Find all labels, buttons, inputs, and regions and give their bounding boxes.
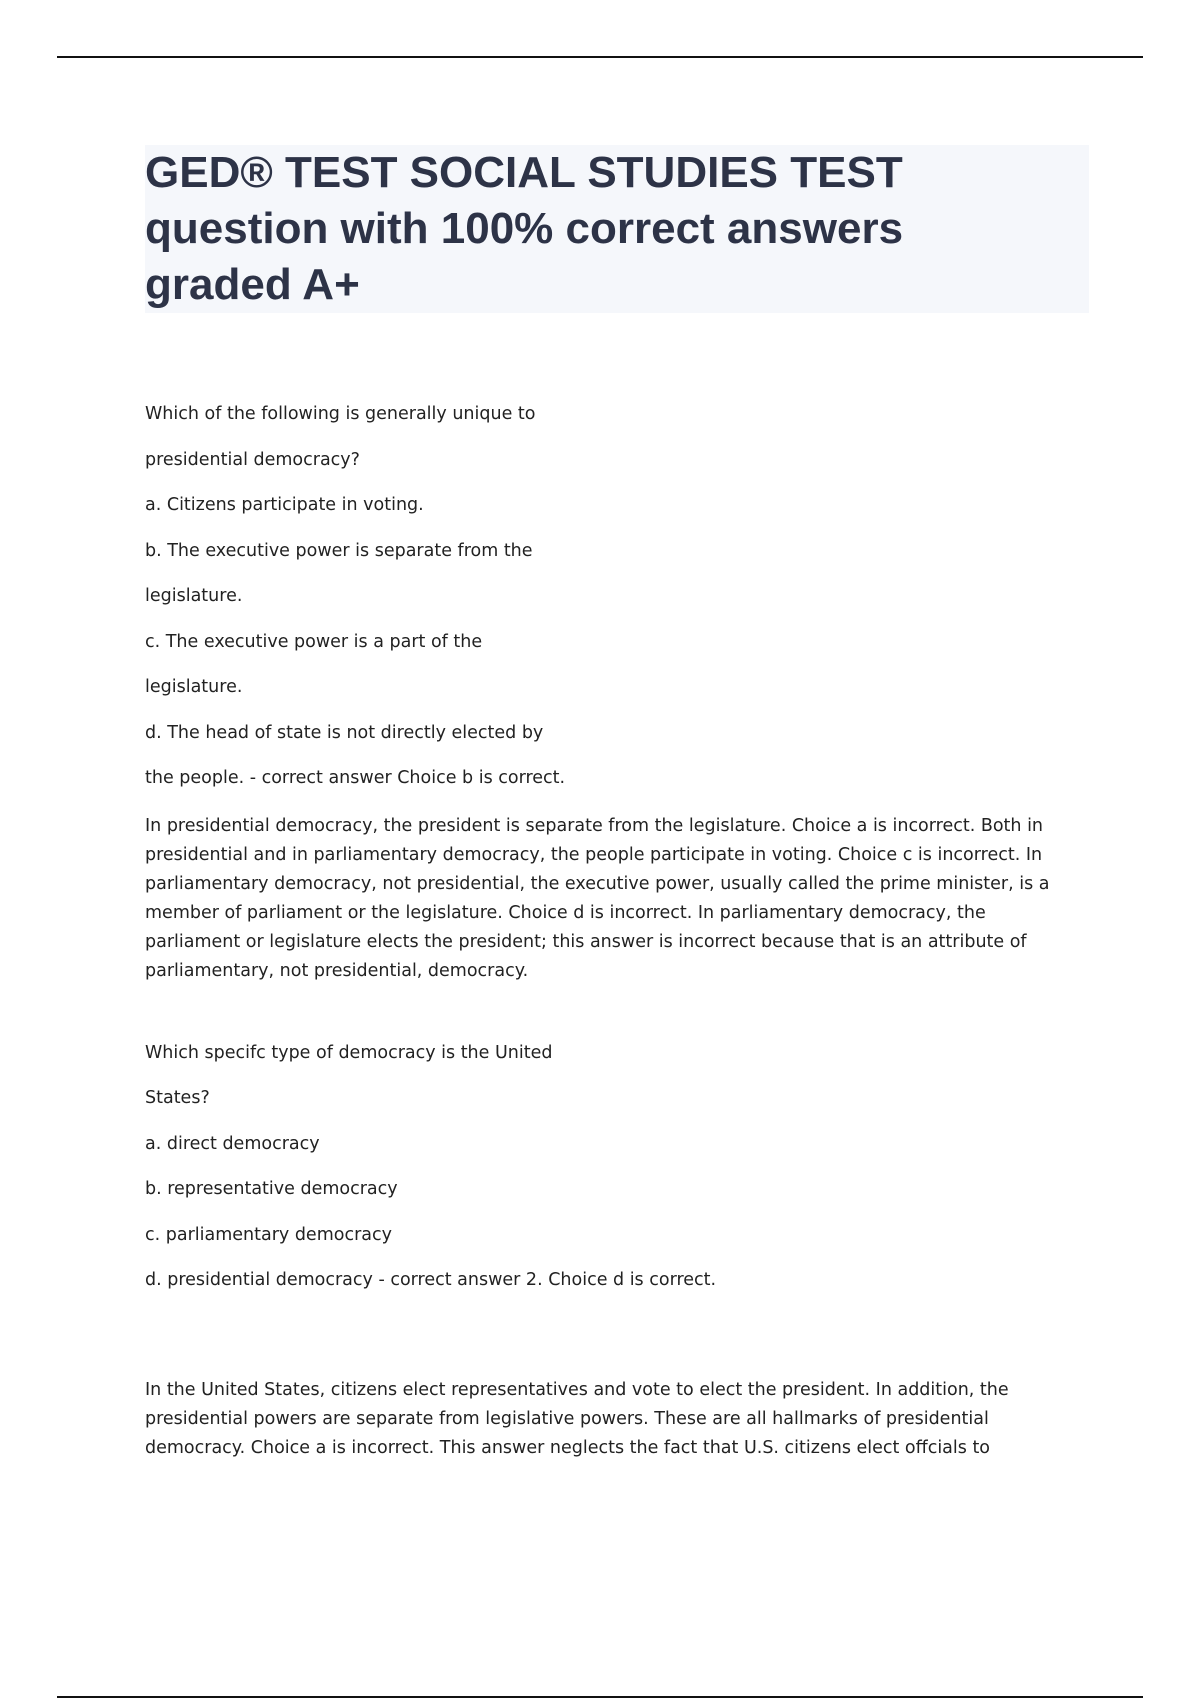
q2-explanation: In the United States, citizens elect representatives and vote to elect the president. In addition, the presidential powers are separate from legislative powers. These are all hallmarks of presidential democracy. Choice a is incorrect. This answer neglects the fact that U.S. citizens elect offcials to bbox=[145, 1379, 1009, 1458]
q2-option-a: a. direct democracy bbox=[145, 1133, 320, 1154]
q2-stem-line-2: States? bbox=[145, 1088, 210, 1108]
title-banner bbox=[145, 145, 1089, 313]
q2-answer-line: d. presidential democracy - correct answer 2. Choice d is correct. bbox=[145, 1270, 717, 1290]
q1-stem-line-1: Which of the following is generally unique to bbox=[145, 404, 536, 424]
document-body bbox=[145, 402, 1065, 1463]
q1-option-c-line-1: c. The executive power is a part of the bbox=[145, 631, 483, 652]
spacer bbox=[145, 1314, 1065, 1376]
q2-stem-line-1: Which specifc type of democracy is the United bbox=[145, 1042, 553, 1063]
q1-explanation: In presidential democracy, the president is separate from the legislature. Choice a is incorrect. Both in presidential and in parliamentary democracy, the people participate in voting. Choice c is incorrect. In parliamentary democracy, not presidential, the executive power, usually called the prime minister, is a member of parliament or the legislature. Choice d is incorrect. In parliamentary democracy, the parliament or legislature elects the president; this answer is incorrect because that is an attribute of parliamentary, not presidential, democracy. bbox=[145, 815, 1050, 981]
q1-stem-line-2: presidential democracy? bbox=[145, 449, 360, 470]
q1-answer-line: the people. - correct answer Choice b is correct. bbox=[145, 768, 566, 788]
question-2 bbox=[145, 1041, 1065, 1463]
document-title: GED® TEST SOCIAL STUDIES TEST question with 100% correct answers graded A+ bbox=[145, 148, 904, 309]
q2-option-b: b. representative democracy bbox=[145, 1179, 398, 1199]
q1-option-b-line-2: legislature. bbox=[145, 586, 243, 606]
q2-option-c: c. parliamentary democracy bbox=[145, 1224, 392, 1245]
spacer bbox=[145, 986, 1065, 1041]
question-1 bbox=[145, 402, 1065, 986]
q1-option-c-line-2: legislature. bbox=[145, 677, 243, 697]
bottom-rule bbox=[57, 1696, 1143, 1698]
q1-option-b-line-1: b. The executive power is separate from the bbox=[145, 540, 533, 561]
q1-option-a: a. Citizens participate in voting. bbox=[145, 495, 424, 515]
top-rule bbox=[57, 56, 1143, 58]
q1-option-d-line-1: d. The head of state is not directly elected by bbox=[145, 722, 544, 743]
